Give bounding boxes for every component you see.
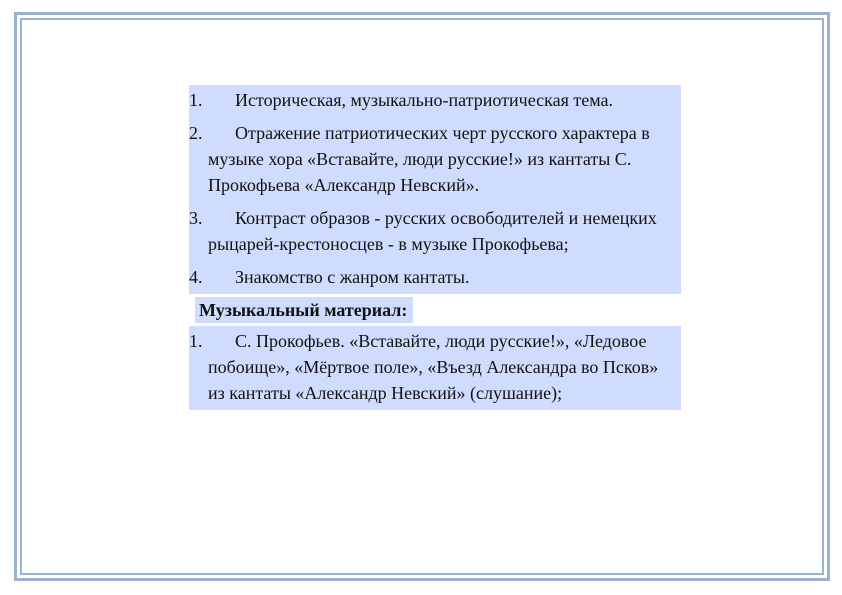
topic-number: 2. [189, 123, 203, 143]
topic-text: Знакомство с жанром кантаты. [235, 267, 470, 287]
material-heading: Музыкальный материал: [195, 297, 413, 323]
topic-item-4 [189, 264, 675, 290]
material-item-1 [189, 328, 675, 406]
topic-number: 4. [189, 267, 203, 287]
material-heading-row [189, 294, 681, 326]
material-number: 1. [189, 331, 203, 351]
slide-content [189, 85, 681, 410]
topic-text: Отражение патриотических черт русского характера в музыке хора «Вставайте, люди русские!» из кантаты С. Прокофьева «Александр Невский». [208, 123, 650, 195]
topic-item-3 [189, 205, 675, 257]
material-text: С. Прокофьев. «Вставайте, люди русские!», «Ледовое побоище», «Мёртвое поле», «Въезд Александра во Псков» из кантаты «Александр Невский» (слушание); [208, 331, 659, 403]
topic-item-1 [189, 87, 675, 113]
topic-text: Историческая, музыкально-патриотическая тема. [235, 90, 613, 110]
topic-number: 3. [189, 208, 203, 228]
topics-list [189, 85, 681, 294]
materials-list [189, 326, 681, 410]
topic-item-2 [189, 120, 675, 198]
topic-text: Контраст образов - русских освободителей и немецких рыцарей-крестоносцев - в музыке Прокофьева; [208, 208, 657, 254]
topic-number: 1. [189, 90, 203, 110]
